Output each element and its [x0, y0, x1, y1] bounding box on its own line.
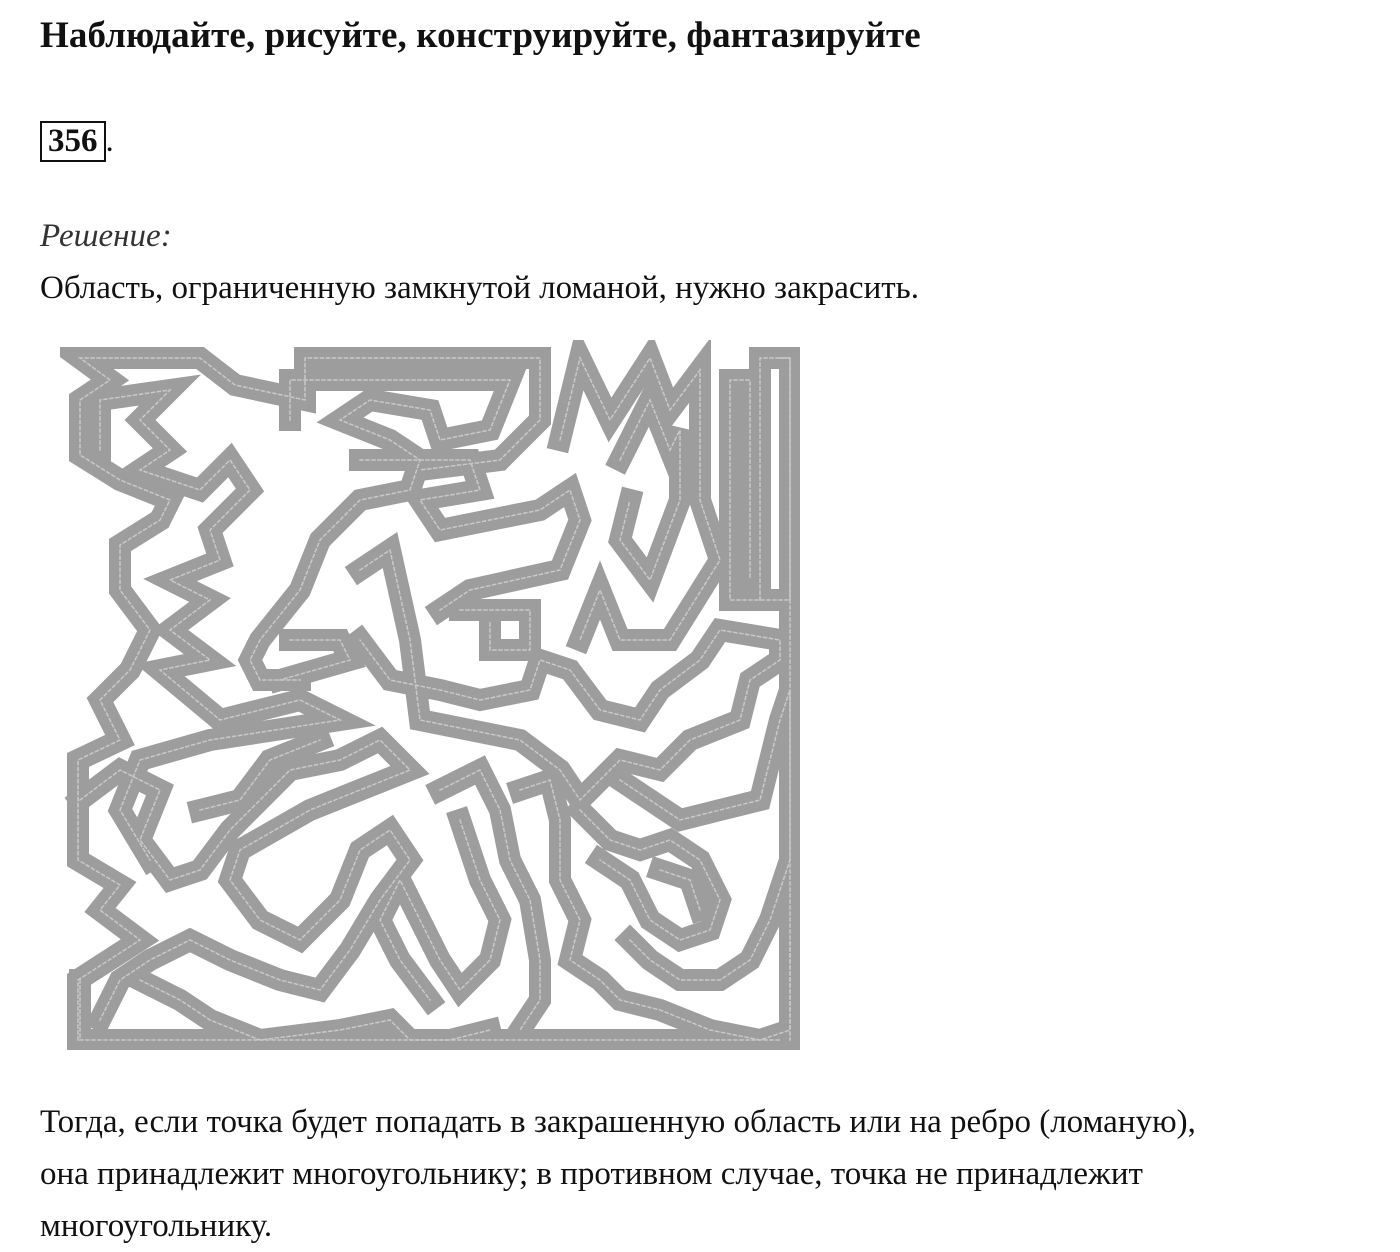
task-number-dot: .: [105, 123, 114, 159]
maze-stroke: [780, 358, 790, 1040]
maze-stroke: [460, 610, 530, 650]
maze-stroke: [360, 550, 780, 800]
maze-stroke: [280, 640, 350, 680]
paragraph-2-line-3: многоугольнику.: [40, 1208, 273, 1244]
solution-label: Решение:: [40, 218, 172, 254]
solution-paragraph-1: Область, ограниченную замкнутой ломаной, нужно закрасить.: [40, 270, 919, 306]
task-number-box: 356: [40, 121, 106, 162]
maze-polygon-figure: [60, 340, 800, 1050]
solution-paragraph-2: [40, 1096, 1196, 1252]
paragraph-2-line-2: она принадлежит многоугольнику; в противном случае, точка не принадлежит: [40, 1156, 1143, 1192]
paragraph-2-line-1: Тогда, если точка будет попадать в закрашенную область или на ребро (ломаную),: [40, 1104, 1196, 1140]
page-heading: Наблюдайте, рисуйте, конструируйте, фантазируйте: [40, 15, 921, 56]
task-number: [40, 121, 114, 162]
